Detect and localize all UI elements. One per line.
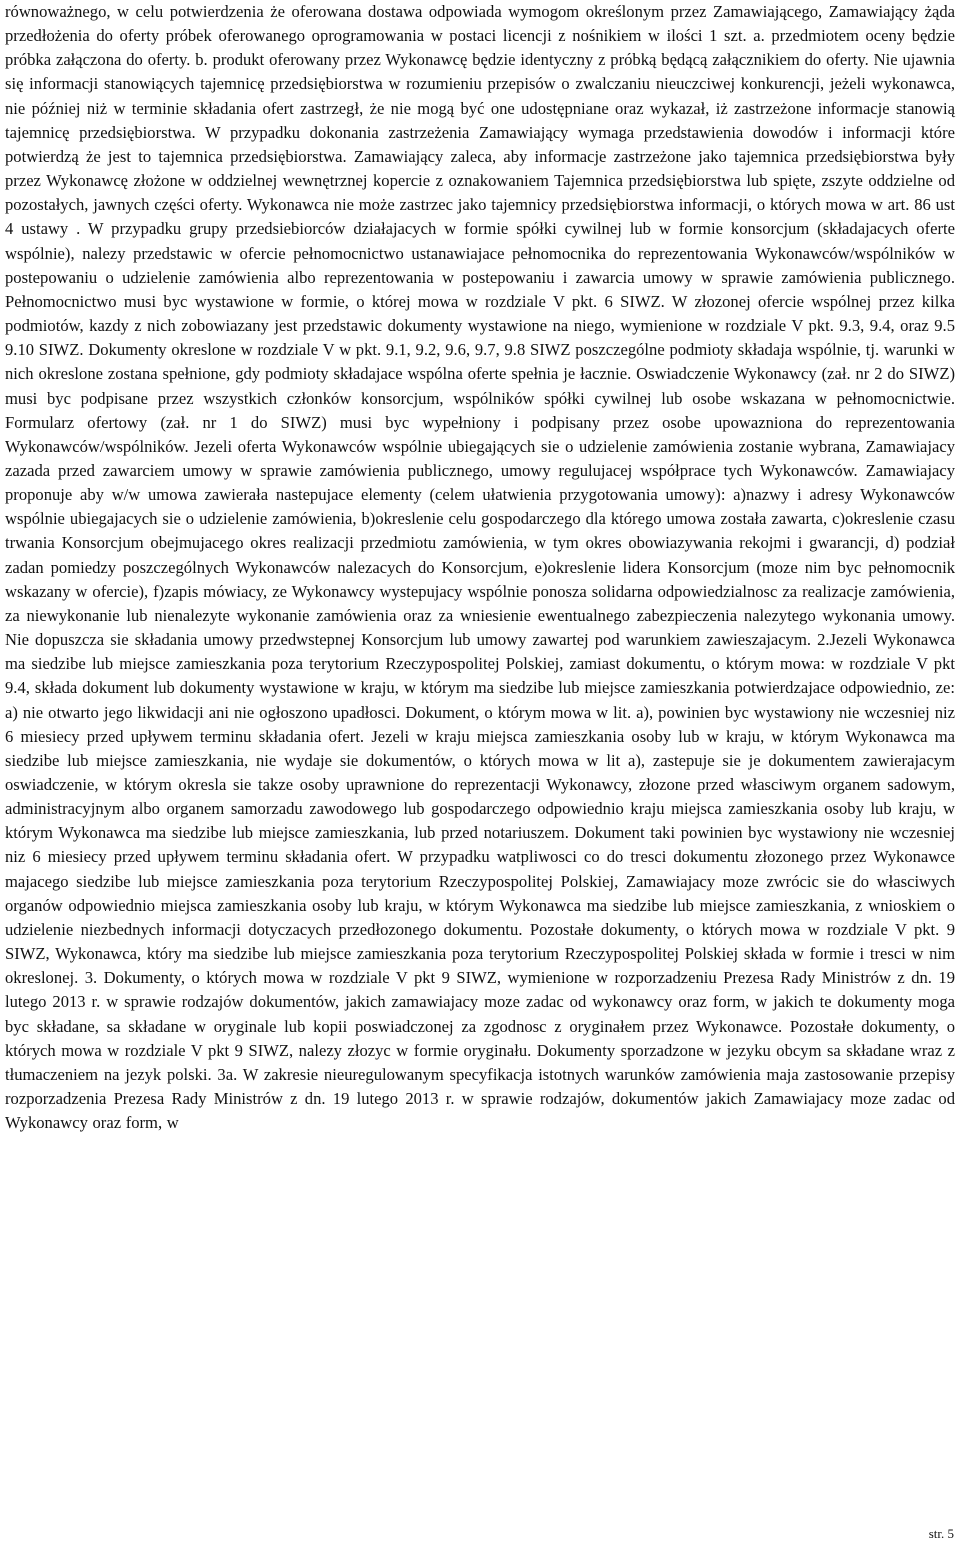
page-number: str. 5 <box>928 1526 954 1541</box>
body-paragraph: równoważnego, w celu potwierdzenia że oferowana dostawa odpowiada wymogom określonym przez Zamawiającego, Zamawiający żąda przedłożenia do oferty próbek oferowanego oprogramowania w postaci licencji z nośnikiem w ilości 1 szt. a. przedmiotem oceny będzie próbka załączona do oferty. b. produkt oferowany przez Wykonawcę będzie identyczny z próbką będącą załącznikiem do oferty. Nie ujawnia się informacji stanowiących tajemnicę przedsiębiorstwa w rozumieniu przepisów o zwalczaniu nieuczciwej konkurencji, jeżeli wykonawca, nie później niż w terminie składania ofert zastrzegł, że nie mogą być one udostępniane oraz wykazał, iż zastrzeżone informacje stanowią tajemnicę przedsiębiorstwa. W przypadku dokonania zastrzeżenia Zamawiający wymaga przedstawienia dowodów i informacji które potwierdzą że jest to tajemnica przedsiębiorstwa. Zamawiający zaleca, aby informacje zastrzeżone jako tajemnica przedsiębiorstwa były przez Wykonawcę złożone w oddzielnej wewnętrznej kopercie z oznakowaniem Tajemnica przedsiębiorstwa lub spięte, zszyte oddzielne od pozostałych, jawnych części oferty. Wykonawca nie może zastrzec jako tajemnicy przedsiębiorstwa informacji, o których mowa w art. 86 ust 4 ustawy . W przypadku grupy przedsiebiorców działajacych w formie spółki cywilnej lub w formie konsorcjum (składajacych oferte wspólnie), nalezy przedstawic w ofercie pełnomocnictwo ustanawiajace pełnomocnika do reprezentowania Wykonawców/wspólników w postepowaniu o udzielenie zamówienia albo reprezentowania w postepowaniu i zawarcia umowy w sprawie zamówienia publicznego. Pełnomocnictwo musi byc wystawione w formie, o której mowa w rozdziale V pkt. 6 SIWZ. W złozonej ofercie wspólnej przez kilka podmiotów, kazdy z nich zobowiazany jest przedstawic dokumenty wystawione na niego, wymienione w rozdziale V pkt. 9.3, 9.4, oraz 9.5 9.10 SIWZ. Dokumenty okreslone w rozdziale V w pkt. 9.1, 9.2, 9.6, 9.7, 9.8 SIWZ poszczególne podmioty składaja wspólnie, tj. warunki w nich okreslone zostana spełnione, gdy podmioty składajace wspólna oferte spełnia je łacznie. Oswiadczenie Wykonawcy (zał. nr 2 do SIWZ) musi byc podpisane przez wszystkich członków konsorcjum, wspólników spółki cywilnej lub osobe wskazana w pełnomocnictwie. Formularz ofertowy (zał. nr 1 do SIWZ) musi byc wypełniony i podpisany przez osobe upowazniona do reprezentowania Wykonawców/wspólników. Jezeli oferta Wykonawców wspólnie ubiegających sie o udzielenie zamówienia zostanie wybrana, Zamawiajacy zazada przed zawarciem umowy w sprawie zamówienia publicznego, umowy regulujacej współprace tych Wykonawców. Zamawiajacy proponuje aby w/w umowa zawierała nastepujace elementy (celem ułatwienia przygotowania umowy): a)nazwy i adresy Wykonawców wspólnie ubiegajacych sie o udzielenie zamówienia, b)okreslenie celu gospodarczego dla którego umowa została zawarta, c)okreslenie czasu trwania Konsorcjum obejmujacego okres realizacji przedmiotu zamówienia, w tym okres obowiazywania rekojmi i gwarancji, d) podział zadan pomiedzy poszczególnych Wykonawców nalezacych do Konsorcjum, e)okreslenie lidera Konsorcjum (moze nim byc pełnomocnik wskazany w ofercie), f)zapis mówiacy, ze Wykonawcy wystepujacy wspólnie ponosza solidarna odpowiedzialnosc za realizacje zamówienia, za niewykonanie lub nienalezyte wykonanie zamówienia oraz za wniesienie ewentualnego zabezpieczenia nalezytego wykonania umowy. Nie dopuszcza sie składania umowy przedwstepnej Konsorcjum lub umowy zawartej pod warunkiem zawieszajacym. 2.Jezeli Wykonawca ma siedzibe lub miejsce zamieszkania poza terytorium Rzeczypospolitej Polskiej, zamiast dokumentu, o którym mowa: w rozdziale V pkt 9.4, składa dokument lub dokumenty wystawione w kraju, w którym ma siedzibe lub miejsce zamieszkania potwierdzajace odpowiednio, ze: a) nie otwarto jego likwidacji ani nie ogłoszono upadłosci. Dokument, o którym mowa w lit. a), powinien byc wystawiony nie wczesniej niz 6 miesiecy przed upływem terminu składania ofert. Jezeli w kraju miejsca zamieszkania osoby lub w kraju, w którym Wykonawca ma siedzibe lub miejsce zamieszkania, nie wydaje sie dokumentów, o których mowa w lit a), zastepuje sie je dokumentem zawierajacym oswiadczenie, w którym okresla sie takze osoby uprawnione do reprezentacji Wykonawcy, złozone przed własciwym organem sadowym, administracyjnym albo organem samorzadu zawodowego lub gospodarczego odpowiednio kraju miejsca zamieszkania osoby lub kraju, w którym Wykonawca ma siedzibe lub miejsce zamieszkania, lub przed notariuszem. Dokument taki powinien byc wystawiony nie wczesniej niz 6 miesiecy przed upływem terminu składania ofert. W przypadku watpliwosci co do tresci dokumentu złozonego przez Wykonawce majacego siedzibe lub miejsce zamieszkania poza terytorium Rzeczypospolitej Polskiej, Zamawiajacy moze zwrócic sie do własciwych organów odpowiednio miejsca zamieszkania osoby lub kraju, w którym Wykonawca ma siedzibe lub miejsce zamieszkania, z wnioskiem o udzielenie niezbednych informacji dotyczacych przedłozonego dokumentu. Pozostałe dokumenty, o których mowa w rozdziale V pkt. 9 SIWZ, Wykonawca, który ma siedzibe lub miejsce zamieszkania poza terytorium Rzeczypospolitej Polskiej składa w formie i tresci w nim okreslonej. 3. Dokumenty, o których mowa w rozdziale V pkt 9 SIWZ, wymienione w rozporzadzeniu Prezesa Rady Ministrów z dn. 19 lutego 2013 r. w sprawie rodzajów dokumentów, jakich zamawiajacy moze zadac od wykonawcy oraz form, w jakich te dokumenty moga byc składane, sa składane w oryginale lub kopii poswiadczonej za zgodnosc z oryginałem przez Wykonawce. Pozostałe dokumenty, o których mowa w rozdziale V pkt 9 SIWZ, nalezy złozyc w formie oryginału. Dokumenty sporzadzone w jezyku obcym sa składane wraz z tłumaczeniem na jezyk polski. 3a. W zakresie nieuregulowanym specyfikacja istotnych warunków zamówienia maja zastosowanie przepisy rozporzadzenia Prezesa Rady Ministrów z dn. 19 lutego 2013 r. w sprawie rodzajów, dokumentów jakich Zamawiajacy moze zadac od Wykonawcy oraz form, w <box>5 2 955 1133</box>
